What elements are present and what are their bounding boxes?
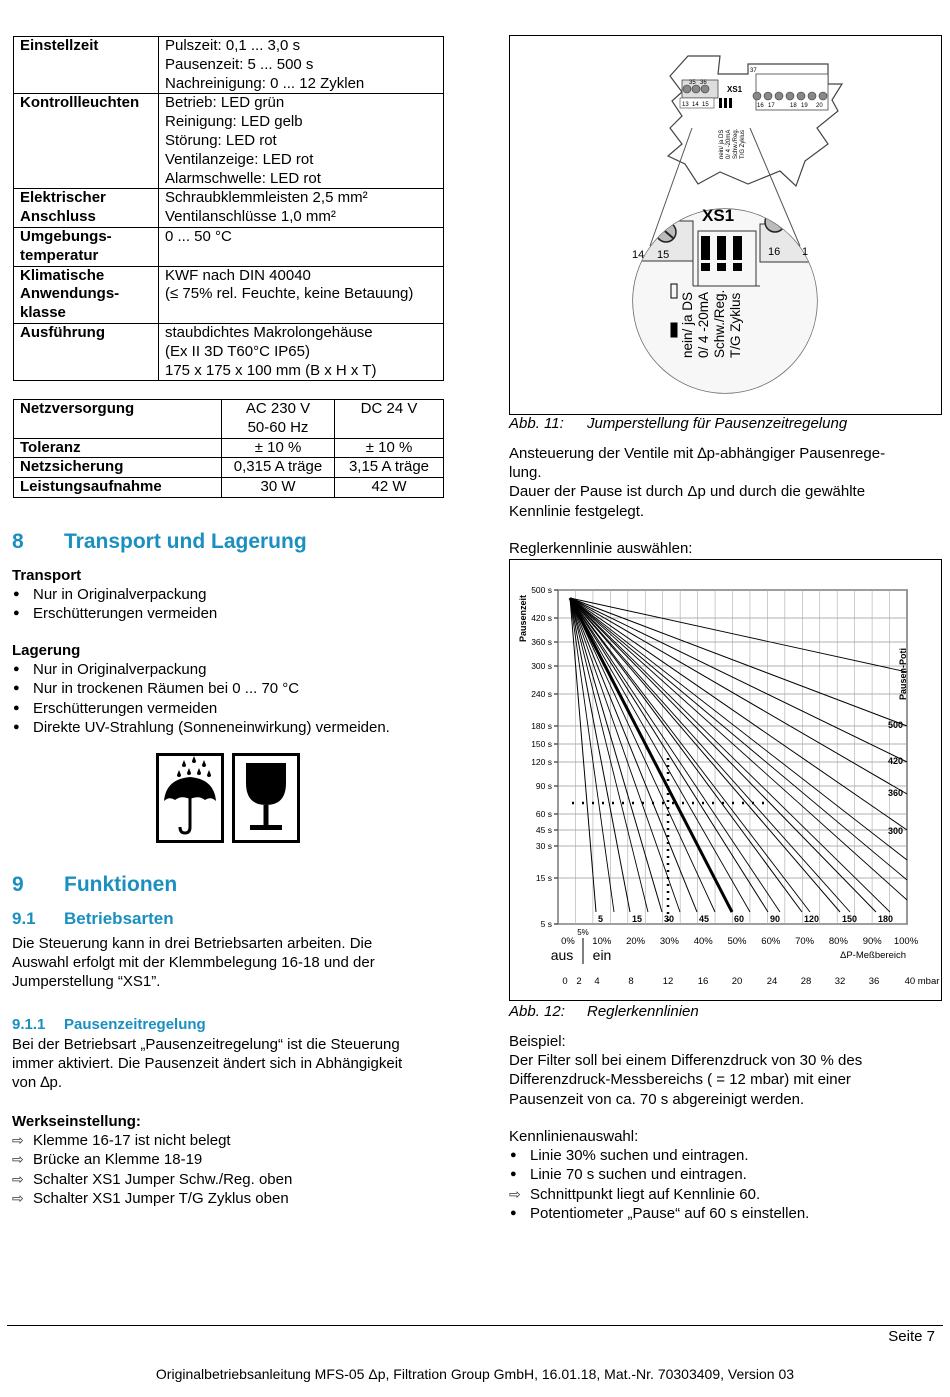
spec-value-line: Betrieb: LED grün xyxy=(165,94,285,112)
section-9-heading xyxy=(12,873,177,897)
chart-curve-label: 420 xyxy=(888,756,904,766)
spec-label: Elektrischer Anschluss xyxy=(14,189,159,228)
small-terminal-20: 20 xyxy=(816,103,823,109)
chart-curve-label: 150 xyxy=(842,914,858,924)
list-item: ⇨ Brücke an Klemme 18-19 xyxy=(12,1150,442,1169)
chart-mbar-label: 36 xyxy=(868,976,880,987)
factory-settings-list xyxy=(12,1131,442,1208)
chart-curve-label: 500 xyxy=(888,720,904,730)
chart-x-percent-label: 60% xyxy=(761,936,781,947)
chart-ein-label: ein xyxy=(592,947,612,963)
list-item: ● Nur in Originalverpackung xyxy=(12,660,442,679)
jumper-blocks xyxy=(701,236,742,271)
keep-dry-icon xyxy=(156,753,224,843)
text-line: Kennlinie festgelegt. xyxy=(509,502,645,520)
text-line: Bei der Betriebsart „Pausenzeitregelung“ ist die Steuerung xyxy=(12,1036,400,1053)
spec-value-line: Schraubklemmleisten 2,5 mm² xyxy=(165,189,368,207)
chart-mbar-label: 16 xyxy=(697,976,709,987)
chart-x-percent-label: 0% xyxy=(561,936,575,947)
terminal-14: 14 xyxy=(632,249,645,261)
curve-selection-heading: Kennlinienauswahl: xyxy=(509,1128,639,1145)
chart-y-axis-label: Pausenzeit xyxy=(518,594,528,642)
small-terminal-17: 17 xyxy=(768,103,775,109)
chart-mbar-label: 28 xyxy=(800,976,812,987)
spec-table xyxy=(13,36,444,381)
small-xs1-label: XS1 xyxy=(727,85,743,94)
curve-selection-list-end xyxy=(509,1204,939,1223)
xs1-label: XS1 xyxy=(702,206,735,225)
jumper-line-3: Schw./Reg. xyxy=(712,289,727,358)
chart-aus-label: aus xyxy=(550,947,574,963)
chart-mbar-label: 8 xyxy=(628,976,634,987)
power-table xyxy=(13,399,444,498)
section-9-1-1-text xyxy=(12,1035,452,1093)
section-8-title: Transport und Lagerung xyxy=(64,530,307,553)
small-jumper-line-1: nein/ ja DS xyxy=(719,129,725,159)
text-line: Auswahl erfolgt mit der Klemmbelegung 16-18 und der xyxy=(12,954,375,972)
power-row-dc: 42 W xyxy=(335,478,444,498)
spec-value-line: Ventilanzeige: LED rot xyxy=(165,150,314,168)
chart-y-tick-label: 240 s xyxy=(531,689,552,699)
figure-12-title: Reglerkennlinien xyxy=(587,1003,699,1020)
chart-mbar-label: 32 xyxy=(834,976,846,987)
chart-mbar-label: 2 xyxy=(576,976,582,987)
list-item: ● Linie 70 s suchen und eintragen. xyxy=(509,1165,939,1184)
terminal-16: 16 xyxy=(768,246,781,258)
spec-value-line: (≤ 75% rel. Feuchte, keine Betauung) xyxy=(165,285,414,303)
spec-value-line: (Ex II 3D T60°C IP65) xyxy=(165,342,310,360)
chart-x-percent-label: 10% xyxy=(592,936,612,947)
text-line: Differenzdruck-Messbereichs ( = 12 mbar) mit einer xyxy=(509,1071,851,1089)
power-row-dc: 3,15 A träge xyxy=(335,458,444,478)
section-9-1-text xyxy=(12,934,442,992)
chart-5-percent-label: 5% xyxy=(577,928,589,937)
spec-value xyxy=(159,94,444,189)
small-jumper-line-2: 0/ 4 -20mA xyxy=(726,129,732,159)
spec-value xyxy=(159,37,444,94)
chart-mbar-label: 12 xyxy=(662,976,674,987)
storage-block xyxy=(12,641,442,737)
example-block xyxy=(509,1032,939,1109)
power-row-label: Leistungsaufnahme xyxy=(14,478,222,498)
small-terminal-19: 19 xyxy=(801,103,808,109)
list-item: ● Direkte UV-Strahlung (Sonneneinwirkung) vermeiden. xyxy=(12,718,442,737)
chart-mbar-label: 40 mbar xyxy=(904,976,940,987)
chart-curve-label: 90 xyxy=(770,914,781,924)
spec-row xyxy=(14,37,444,94)
terminal-17-partial: 1 xyxy=(802,246,809,258)
figure-11-title: Jumperstellung für Pausenzeitregelung xyxy=(587,415,848,432)
chart-y-tick-label: 300 s xyxy=(531,661,552,671)
list-item: ● Nur in Originalverpackung xyxy=(12,585,442,604)
figure-11-caption xyxy=(509,415,847,432)
section-8-number: 8 xyxy=(12,530,24,553)
section-9-1-number: 9.1 xyxy=(12,909,36,928)
spec-label: Einstellzeit xyxy=(14,37,159,94)
list-item: ● Linie 30% suchen und eintragen. xyxy=(509,1146,939,1165)
power-header-dc: DC 24 V xyxy=(335,400,444,439)
controller-curve-chart xyxy=(509,559,942,1001)
figure-11-number: Abb. 11: xyxy=(509,415,564,432)
power-row xyxy=(14,478,444,498)
small-jumper-line-4: T/G Zyklus xyxy=(740,129,746,159)
small-jumper-line-3: Schw./Reg. xyxy=(733,128,739,159)
text-line: immer aktiviert. Die Pausenzeit ändert sich in Abhängigkeit xyxy=(12,1055,403,1073)
spec-value-line: staubdichtes Makrolongehäuse xyxy=(165,323,373,341)
power-row xyxy=(14,458,444,478)
chart-y-tick-label: 5 s xyxy=(540,919,552,929)
chart-curve-label: 300 xyxy=(888,826,904,836)
spec-value xyxy=(159,266,444,323)
chart-y-tick-label: 45 s xyxy=(535,825,552,835)
spec-value-line: Nachreinigung: 0 ... 12 Zyklen xyxy=(165,74,365,92)
storage-list xyxy=(12,660,442,737)
chart-curve-label: 120 xyxy=(804,914,820,924)
section-9-1-1-title: Pausenzeitregelung xyxy=(64,1016,206,1033)
chart-mbar-label: 24 xyxy=(766,976,778,987)
page-number: Seite 7 xyxy=(888,1328,935,1345)
jumper-line-1: nein/ ja DS xyxy=(680,291,695,358)
chart-dp-label: ΔP-Meßbereich xyxy=(840,950,907,961)
chart-y-tick-label: 180 s xyxy=(531,721,552,731)
spec-value-line: Pausenzeit: 5 ... 500 s xyxy=(165,55,314,73)
chart-mbar-label: 4 xyxy=(594,976,600,987)
section-9-title: Funktionen xyxy=(64,873,178,896)
chart-curve-label: 360 xyxy=(888,788,904,798)
chart-y-tick-label: 420 s xyxy=(531,613,552,623)
spec-value-line: Pulszeit: 0,1 ... 3,0 s xyxy=(165,37,301,54)
spec-value xyxy=(159,323,444,380)
section-8-heading xyxy=(12,530,307,554)
list-item: ● Erschütterungen vermeiden xyxy=(12,699,442,718)
chart-y-tick-label: 15 s xyxy=(535,873,552,883)
chart-x-percent-label: 20% xyxy=(626,936,646,947)
transport-block xyxy=(12,566,442,624)
curve-selection-list xyxy=(509,1146,939,1184)
spec-row xyxy=(14,94,444,189)
chart-x-percent-label: 90% xyxy=(862,936,882,947)
power-header-row xyxy=(14,400,444,439)
spec-value-line: 175 x 175 x 100 mm (B x H x T) xyxy=(165,361,377,379)
figure-12-caption xyxy=(509,1003,699,1020)
spec-value-line: Alarmschwelle: LED rot xyxy=(165,169,321,187)
spec-label: Ausführung xyxy=(14,323,159,380)
text-line: Der Filter soll bei einem Differenzdruck von 30 % des xyxy=(509,1052,863,1070)
spec-value xyxy=(159,227,444,266)
section-9-1-1-heading xyxy=(12,1016,206,1033)
footer-text: Originalbetriebsanleitung MFS-05 Δp, Filtration Group GmbH, 16.01.18, Mat.-Nr. 70303409, Version 03 xyxy=(155,1366,795,1382)
section-9-1-1-number: 9.1.1 xyxy=(12,1016,46,1033)
small-terminal-15: 15 xyxy=(702,102,709,108)
jumper-line-4: T/G Zyklus xyxy=(728,292,743,358)
chart-curve-label: 180 xyxy=(878,914,894,924)
chart-right-axis-label: Pausen-Poti xyxy=(898,647,908,700)
select-curve-text: Reglerkennlinie auswählen: xyxy=(509,540,693,557)
spec-value-line: Störung: LED rot xyxy=(165,131,277,149)
chart-curve-label: 30 xyxy=(664,914,675,924)
spec-value-line: KWF nach DIN 40040 xyxy=(165,266,311,284)
chart-x-percent-label: 70% xyxy=(795,936,815,947)
spec-row xyxy=(14,189,444,228)
spec-row xyxy=(14,323,444,380)
chart-x-percent-label: 40% xyxy=(693,936,713,947)
power-row-dc: ± 10 % xyxy=(335,438,444,458)
power-row-label: Netzsicherung xyxy=(14,458,222,478)
chart-mbar-label: 0 xyxy=(562,976,568,987)
right-text-block xyxy=(509,444,939,521)
chart-x-percent-label: 50% xyxy=(727,936,747,947)
text-line: Jumperstellung “XS1”. xyxy=(12,973,161,991)
chart-y-tick-label: 500 s xyxy=(531,585,552,595)
small-terminal-18: 18 xyxy=(790,103,797,109)
small-terminal-35: 35 xyxy=(689,80,696,86)
transport-list xyxy=(12,585,442,623)
chart-x-percent-label: 30% xyxy=(659,936,679,947)
text-line: Dauer der Pause ist durch Δp und durch die gewählte xyxy=(509,483,866,501)
chart-y-tick-label: 360 s xyxy=(531,637,552,647)
list-item: ● Potentiometer „Pause“ auf 60 s einstellen. xyxy=(509,1204,939,1223)
chart-curve-label: 60 xyxy=(734,914,745,924)
list-item: ⇨ Schalter XS1 Jumper Schw./Reg. oben xyxy=(12,1170,442,1189)
curve-selection-arrow-list xyxy=(509,1185,939,1204)
chart-y-tick-label: 150 s xyxy=(531,739,552,749)
text-line: Ansteuerung der Ventile mit ∆p-abhängiger Pausenrege- xyxy=(509,445,886,462)
chart-y-tick-label: 90 s xyxy=(535,781,552,791)
footer-rule xyxy=(7,1325,943,1326)
section-9-1-title: Betriebsarten xyxy=(64,909,174,928)
text-line: Pausenzeit von ca. 70 s abgereinigt werden. xyxy=(509,1090,805,1108)
chart-curve-label: 45 xyxy=(699,914,710,924)
jumper-figure xyxy=(509,35,942,415)
figure-12-number: Abb. 12: xyxy=(509,1003,565,1020)
chart-curve-label: 15 xyxy=(632,914,643,924)
jumper-line-2: 0/ 4 -20mA xyxy=(696,291,711,358)
chart-y-tick-label: 120 s xyxy=(531,757,552,767)
power-header-ac: AC 230 V 50-60 Hz xyxy=(222,400,335,439)
power-row-ac: ± 10 % xyxy=(222,438,335,458)
chart-x-percent-label: 100% xyxy=(893,936,919,947)
spec-value xyxy=(159,189,444,228)
spec-value-line: Ventilanschlüsse 1,0 mm² xyxy=(165,208,336,226)
storage-heading: Lagerung xyxy=(12,642,81,659)
power-row-ac: 0,315 A träge xyxy=(222,458,335,478)
chart-curve-label: 5 xyxy=(598,914,604,924)
spec-row xyxy=(14,266,444,323)
chart-y-tick-label: 60 s xyxy=(535,809,552,819)
transport-heading: Transport xyxy=(12,567,82,584)
text-line: lung. xyxy=(509,464,542,482)
small-terminal-37: 37 xyxy=(750,68,757,74)
chart-mbar-label: 20 xyxy=(731,976,743,987)
spec-value-line: Reinigung: LED gelb xyxy=(165,113,303,131)
section-9-1-heading xyxy=(12,909,174,929)
power-header-label: Netzversorgung xyxy=(14,400,222,439)
list-item: ● Nur in trockenen Räumen bei 0 ... 70 °C xyxy=(12,679,442,698)
text-line: Die Steuerung kann in drei Betriebsarten arbeiten. Die xyxy=(12,935,373,952)
spec-label: Umgebungs- temperatur xyxy=(14,227,159,266)
spec-label: Kontrollleuchten xyxy=(14,94,159,189)
small-terminal-14: 14 xyxy=(692,102,699,108)
chart-y-tick-label: 30 s xyxy=(535,841,552,851)
power-row-ac: 30 W xyxy=(222,478,335,498)
list-item: ⇨ Klemme 16-17 ist nicht belegt xyxy=(12,1131,442,1150)
terminal-15: 15 xyxy=(657,249,670,261)
chart-x-percent-label: 80% xyxy=(828,936,848,947)
power-row-label: Toleranz xyxy=(14,438,222,458)
list-item: ⇨ Schnittpunkt liegt auf Kennlinie 60. xyxy=(509,1185,939,1204)
fragile-icon xyxy=(232,753,300,843)
section-9-number: 9 xyxy=(12,873,24,896)
spec-row xyxy=(14,227,444,266)
factory-settings-block xyxy=(12,1112,442,1208)
small-terminal-36: 36 xyxy=(700,80,707,86)
spec-label: Klimatische Anwendungs- klasse xyxy=(14,266,159,323)
example-heading: Beispiel: xyxy=(509,1033,566,1050)
list-item: ● Erschütterungen vermeiden xyxy=(12,604,442,623)
list-item: ⇨ Schalter XS1 Jumper T/G Zyklus oben xyxy=(12,1189,442,1208)
factory-settings-heading: Werkseinstellung: xyxy=(12,1113,141,1130)
text-line: von ∆p. xyxy=(12,1074,63,1092)
curve-selection-block xyxy=(509,1127,939,1223)
small-terminal-13: 13 xyxy=(682,102,689,108)
small-terminal-16: 16 xyxy=(757,103,764,109)
power-row xyxy=(14,438,444,458)
spec-value-line: 0 ... 50 °C xyxy=(165,227,232,245)
